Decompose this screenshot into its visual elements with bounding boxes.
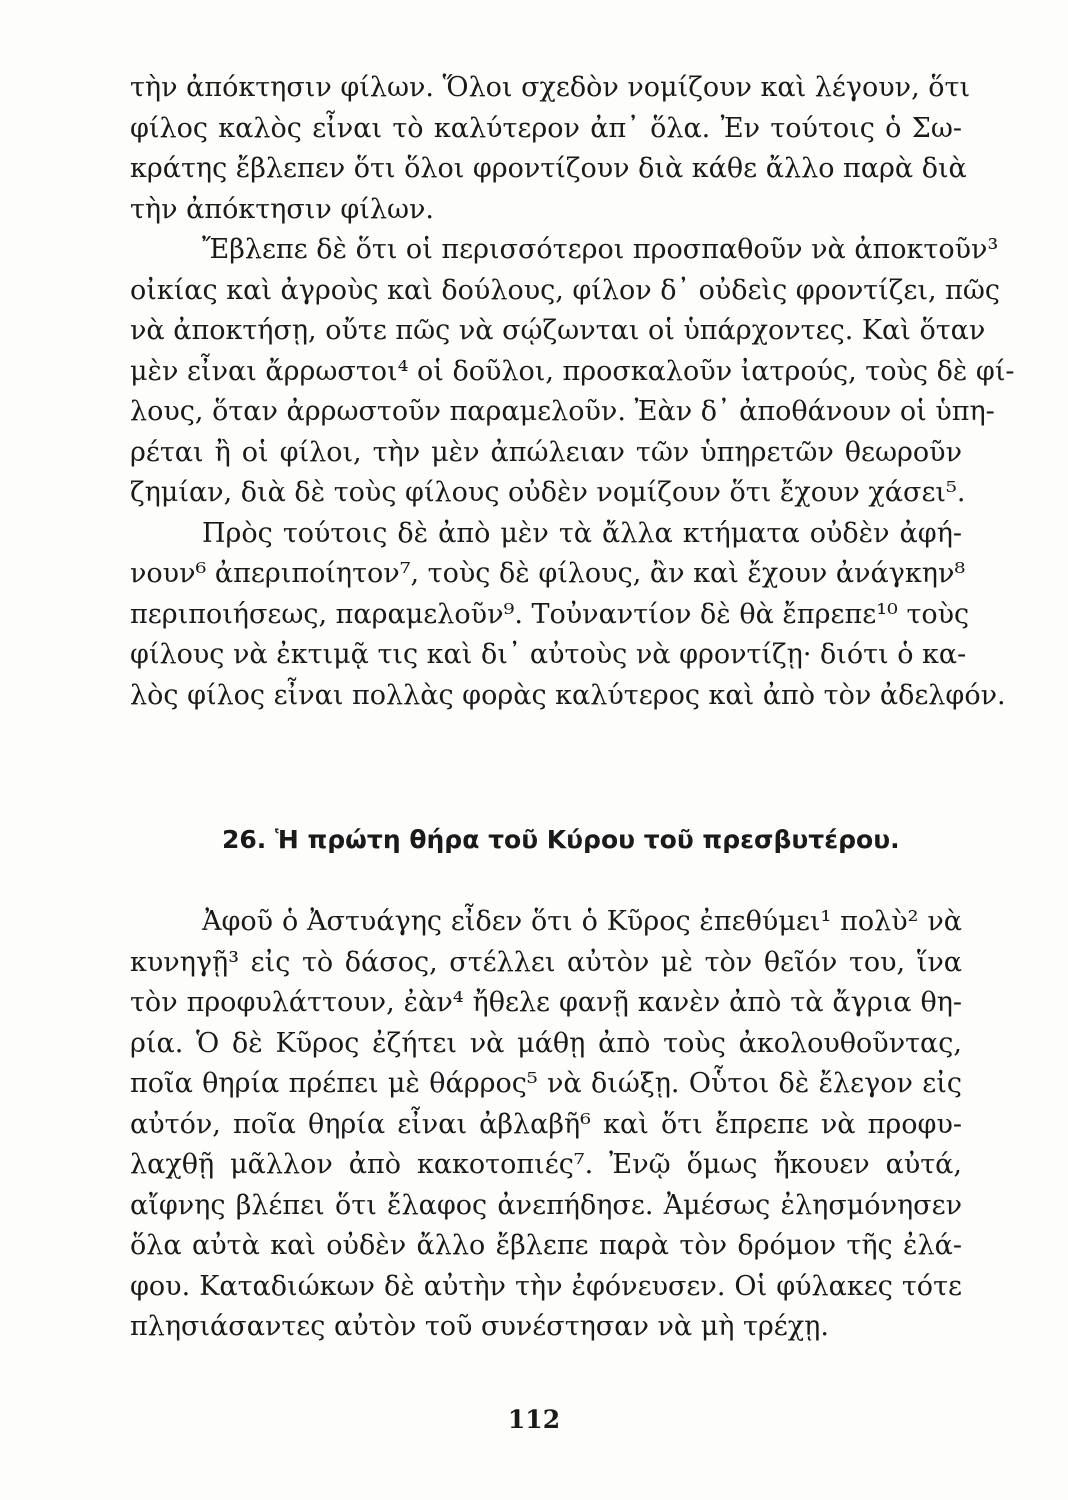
text-line: νὰ ἀποκτήσῃ, οὔτε πῶς νὰ σῴζωνται οἱ ὑπάρχοντες. Καὶ ὅταν <box>130 315 986 346</box>
paragraph-start-line: Πρὸς τούτοις δὲ ἀπὸ μὲν τὰ ἄλλα κτήματα οὐδὲν ἀφή- <box>202 517 962 549</box>
text-line: νουν⁶ ἀπεριποίητον⁷, τοὺς δὲ φίλους, ἂν καὶ ἔχουν ἀνάγκην⁸ <box>130 558 966 589</box>
text-line: ρέται ἢ οἱ φίλοι, τὴν μὲν ἀπώλειαν τῶν ὑπηρετῶν θεωροῦν <box>130 436 962 468</box>
text-line: τὸν προφυλάττουν, ἐὰν⁴ ἤθελε φανῇ κανὲν ἀπὸ τὰ ἄγρια θη- <box>130 987 962 1018</box>
text-line: τὴν ἀπόκτησιν φίλων. Ὅλοι σχεδὸν νομίζουν καὶ λέγουν, ὅτι <box>130 72 971 103</box>
page-number: 112 <box>507 1405 561 1434</box>
text-line: οἰκίας καὶ ἀγροὺς καὶ δούλους, φίλον δ᾿ οὐδεὶς φροντίζει, πῶς <box>130 274 1001 306</box>
text-line: πλησιάσαντες αὐτὸν τοῦ συνέστησαν νὰ μὴ τρέχῃ. <box>130 1311 829 1342</box>
paragraph-start-line: Ἔβλεπε δὲ ὅτι οἱ περισσότεροι προσπαθοῦν νὰ ἀποκτοῦν³ <box>202 234 999 265</box>
text-line: αὐτόν, ποῖα θηρία εἶναι ἀβλαβῆ⁶ καὶ ὅτι ἔπρεπε νὰ προφυ- <box>130 1108 962 1140</box>
text-line: τὴν ἀπόκτησιν φίλων. <box>130 193 434 225</box>
text-line: κυνηγῇ³ εἰς τὸ δάσος, στέλλει αὐτὸν μὲ τὸν θεῖόν του, ἵνα <box>130 946 962 978</box>
text-line: φου. Καταδιώκων δὲ αὐτὴν τὴν ἐφόνευσεν. Οἱ φύλακες τότε <box>130 1270 962 1302</box>
text-line: κράτης ἔβλεπεν ὅτι ὅλοι φροντίζουν διὰ κάθε ἄλλο παρὰ διὰ <box>130 153 967 184</box>
text-line: φίλους νὰ ἐκτιμᾷ τις καὶ δι᾿ αὐτοὺς νὰ φροντίζῃ· διότι ὁ κα- <box>130 639 967 670</box>
section-26-text <box>130 902 962 1348</box>
text-line: ποῖα θηρία πρέπει μὲ θάρρος⁵ νὰ διώξῃ. Οὗτοι δὲ ἔλεγον εἰς <box>130 1068 962 1099</box>
section-25-text <box>130 68 1015 716</box>
text-line: αἴφνης βλέπει ὅτι ἔλαφος ἀνεπήδησε. Ἀμέσως ἐλησμόνησεν <box>130 1189 962 1221</box>
paragraph-start-line: Ἀφοῦ ὁ Ἀστυάγης εἶδεν ὅτι ὁ Κῦρος ἐπεθύμει¹ πολὺ² νὰ <box>202 906 962 937</box>
text-line: φίλος καλὸς εἶναι τὸ καλύτερον ἀπ᾿ ὅλα. Ἐν τούτοις ὁ Σω- <box>130 112 962 144</box>
text-line: λαχθῇ μᾶλλον ἀπὸ κακοτοπιές⁷. Ἐνῷ ὅμως ἤκουεν αὐτά, <box>130 1149 962 1180</box>
text-line: λὸς φίλος εἶναι πολλὰς φορὰς καλύτερος καὶ ἀπὸ τὸν ἀδελφόν. <box>130 679 1006 711</box>
text-line: περιποιήσεως, παραμελοῦν⁹. Τοὐναντίον δὲ θὰ ἔπρεπε¹⁰ τοὺς <box>130 598 970 630</box>
text-line: μὲν εἶναι ἄρρωστοι⁴ οἱ δοῦλοι, προσκαλοῦν ἰατρούς, τοὺς δὲ φί- <box>130 355 1015 387</box>
text-line: ρία. Ὁ δὲ Κῦρος ἐζήτει νὰ μάθῃ ἀπὸ τοὺς ἀκολουθοῦντας, <box>130 1027 962 1059</box>
section-heading: 26. Ἡ πρώτη θήρα τοῦ Κύρου τοῦ πρεσβυτέρου. <box>222 825 900 854</box>
text-line: ζημίαν, διὰ δὲ τοὺς φίλους οὐδὲν νομίζουν ὅτι ἔχουν χάσει⁵. <box>130 477 966 508</box>
text-line: ὅλα αὐτὰ καὶ οὐδὲν ἄλλο ἔβλεπε παρὰ τὸν δρόμον τῆς ἐλά- <box>130 1230 962 1261</box>
text-line: λους, ὅταν ἀρρωστοῦν παραμελοῦν. Ἐὰν δ᾿ ἀποθάνουν οἱ ὑπη- <box>130 396 995 427</box>
